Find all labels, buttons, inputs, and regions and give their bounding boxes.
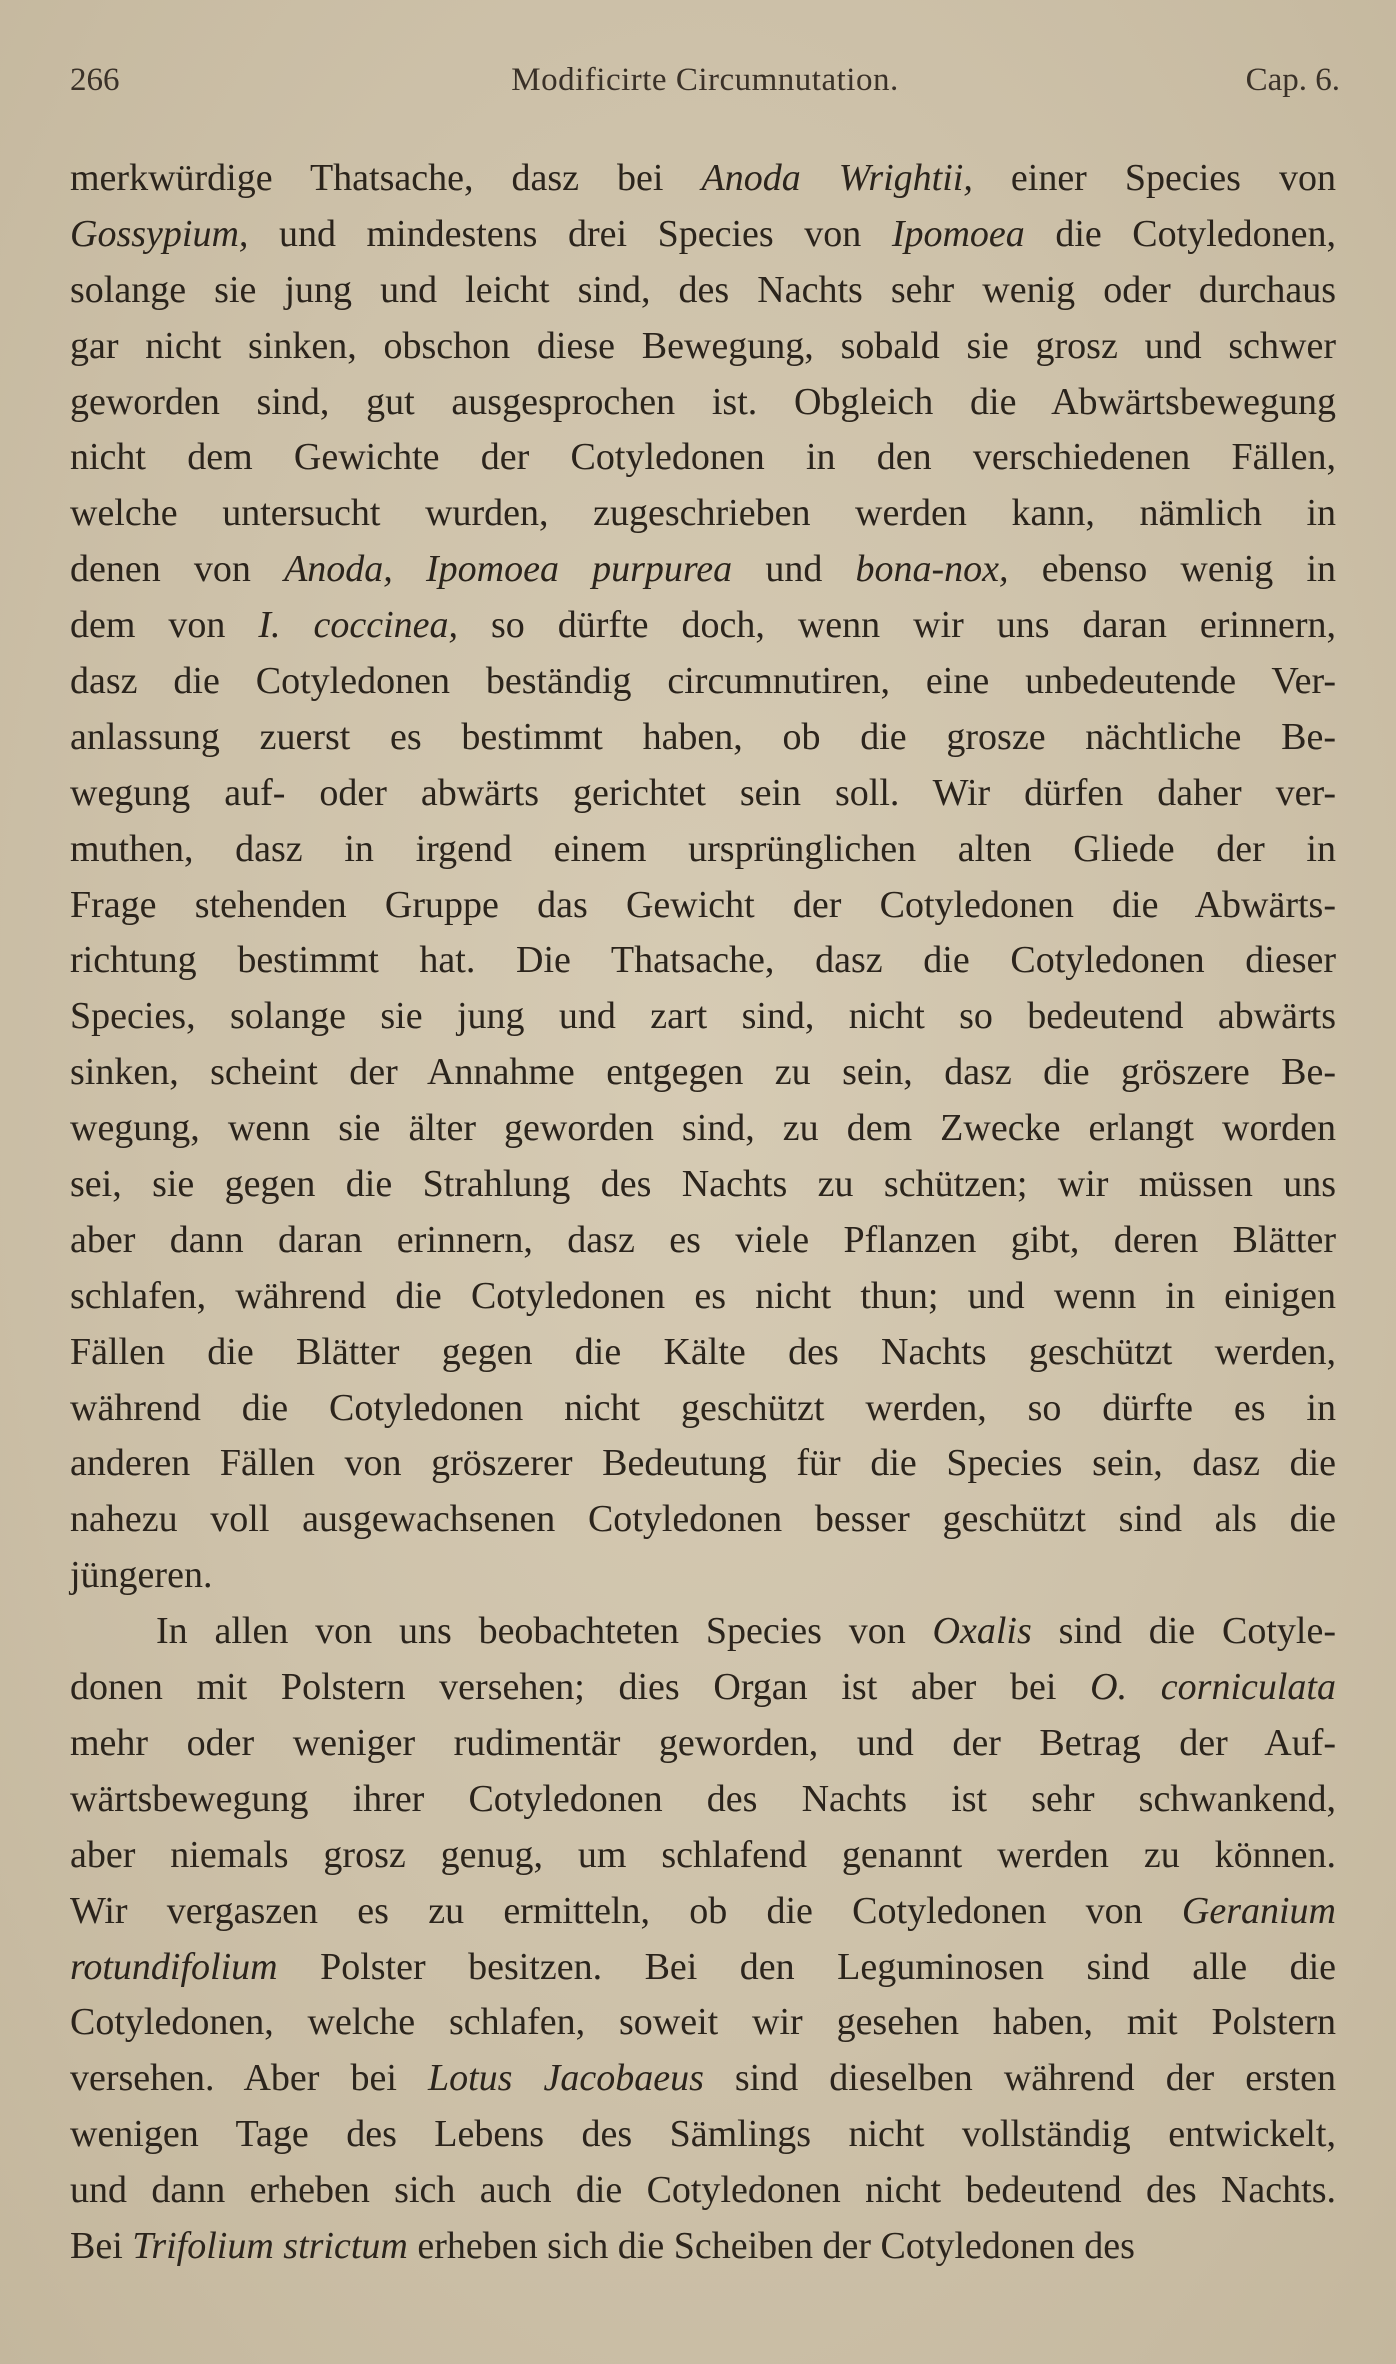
- italic-run: Trifolium strictum: [132, 2224, 408, 2267]
- body-text: [70, 151, 1336, 2275]
- text-run: sind dieselben während der ersten: [703, 2057, 1336, 2100]
- italic-run: rotundifolium: [70, 1945, 278, 1988]
- text-line: [70, 822, 1336, 878]
- text-run: sinken, scheint der Annahme entgegen zu sein, dasz die gröszere Be-: [70, 1051, 1336, 1094]
- text-line: [70, 1884, 1336, 1940]
- text-run: anderen Fällen von gröszerer Bedeutung für die Species sein, dasz die: [70, 1442, 1336, 1485]
- text-run: aber niemals grosz genug, um schlafend genannt werden zu können.: [70, 1833, 1336, 1876]
- text-line: [70, 1940, 1336, 1996]
- text-run: welche untersucht wurden, zugeschrieben werden kann, nämlich in: [70, 492, 1336, 535]
- text-line: [70, 151, 1336, 207]
- text-run: Polster besitzen. Bei den Leguminosen sind alle die: [277, 1945, 1336, 1988]
- text-run: Bei: [70, 2224, 133, 2267]
- text-run: aber dann daran erinnern, dasz es viele Pflanzen gibt, deren Blätter: [70, 1218, 1336, 1261]
- text-line: [70, 878, 1336, 934]
- text-line: [70, 2051, 1336, 2107]
- text-line: [70, 542, 1336, 598]
- text-run: denen von: [70, 548, 285, 591]
- text-line: [70, 1548, 1336, 1604]
- text-line: [70, 430, 1336, 486]
- text-line: [70, 654, 1336, 710]
- text-run: gar nicht sinken, obschon diese Bewegung, sobald sie grosz und schwer: [70, 324, 1336, 367]
- text-run: richtung bestimmt hat. Die Thatsache, dasz die Cotyledonen dieser: [70, 939, 1336, 982]
- text-line: [70, 1604, 1336, 1660]
- text-run: schlafen, während die Cotyledonen es nicht thun; und wenn in einigen: [70, 1274, 1336, 1317]
- text-line: [70, 1045, 1336, 1101]
- text-run: dem von: [70, 604, 259, 647]
- text-line: [70, 710, 1336, 766]
- text-run: die Cotyledonen,: [1024, 212, 1336, 255]
- text-line: [70, 1101, 1336, 1157]
- text-line: [70, 598, 1336, 654]
- text-run: während die Cotyledonen nicht geschützt werden, so dürfte es in: [70, 1386, 1336, 1429]
- text-run: wegung auf- oder abwärts gerichtet sein soll. Wir dürfen daher ver-: [70, 771, 1336, 814]
- italic-run: Geranium: [1181, 1889, 1336, 1932]
- text-run: dasz die Cotyledonen beständig circumnutiren, eine unbedeutende Ver-: [70, 660, 1336, 703]
- text-run: einer Species von: [972, 157, 1336, 199]
- text-line: [70, 375, 1336, 431]
- text-line: [70, 1269, 1336, 1325]
- text-run: geworden sind, gut ausgesprochen ist. Obgleich die Abwärtsbewegung: [70, 380, 1336, 423]
- chapter-label: Cap. 6.: [1245, 62, 1340, 98]
- italic-run: Gossypium,: [70, 212, 249, 255]
- italic-run: Oxalis: [932, 1610, 1032, 1653]
- text-run: und dann erheben sich auch die Cotyledonen nicht bedeutend des Nachts.: [70, 2169, 1336, 2212]
- text-run: donen mit Polstern versehen; dies Organ ist aber bei: [70, 1666, 1091, 1709]
- text-line: [70, 1213, 1336, 1269]
- text-run: wärtsbewegung ihrer Cotyledonen des Nachts ist sehr schwankend,: [70, 1777, 1336, 1820]
- text-line: [70, 1716, 1336, 1772]
- italic-run: Anoda Wrightii,: [701, 157, 973, 199]
- text-run: nahezu voll ausgewachsenen Cotyledonen besser geschützt sind als die: [70, 1498, 1336, 1541]
- text-run: anlassung zuerst es bestimmt haben, ob die grosze nächtliche Be-: [70, 715, 1336, 758]
- text-line: [70, 1381, 1336, 1437]
- text-run: wegung, wenn sie älter geworden sind, zu dem Zwecke erlangt worden: [70, 1107, 1336, 1150]
- text-line: [70, 989, 1336, 1045]
- text-run: ebenso wenig in: [1008, 548, 1337, 591]
- text-line: [70, 1828, 1336, 1884]
- italic-run: Lotus Jacobaeus: [427, 2057, 704, 2100]
- text-run: Species, solange sie jung und zart sind, nicht so bedeutend abwärts: [70, 995, 1336, 1038]
- text-run: und: [732, 548, 856, 591]
- text-line: [70, 263, 1336, 319]
- page-number: 266: [70, 62, 120, 98]
- italic-run: I. coccinea,: [258, 604, 459, 647]
- text-run: sei, sie gegen die Strahlung des Nachts zu schützen; wir müssen uns: [70, 1163, 1336, 1206]
- text-line: [70, 207, 1336, 263]
- text-run: nicht dem Gewichte der Cotyledonen in den verschiedenen Fällen,: [70, 436, 1336, 479]
- text-run: merkwürdige Thatsache, dasz bei: [70, 157, 702, 199]
- text-line: [70, 486, 1336, 542]
- text-run: Cotyledonen, welche schlafen, soweit wir gesehen haben, mit Polstern: [70, 2001, 1336, 2044]
- text-line: [70, 933, 1336, 989]
- text-line: [70, 2219, 1336, 2275]
- text-run: und mindestens drei Species von: [248, 212, 892, 255]
- text-run: sind die Cotyle-: [1031, 1610, 1336, 1653]
- text-line: [70, 1995, 1336, 2051]
- text-run: In allen von uns beobachteten Species von: [156, 1610, 933, 1653]
- italic-run: O. corniculata: [1090, 1666, 1336, 1709]
- text-run: so dürfte doch, wenn wir uns daran erinnern,: [458, 604, 1336, 647]
- text-run: versehen. Aber bei: [70, 2057, 428, 2100]
- italic-run: Anoda, Ipomoea purpurea: [284, 548, 733, 591]
- italic-run: bona-nox,: [855, 548, 1009, 591]
- text-run: wenigen Tage des Lebens des Sämlings nicht vollständig entwickelt,: [70, 2113, 1336, 2156]
- page-header: [70, 62, 1340, 106]
- text-run: mehr oder weniger rudimentär geworden, und der Betrag der Auf-: [70, 1721, 1336, 1764]
- text-line: [70, 1660, 1336, 1716]
- text-run: Frage stehenden Gruppe das Gewicht der Cotyledonen die Abwärts-: [70, 883, 1336, 926]
- text-line: [70, 1492, 1336, 1548]
- text-run: solange sie jung und leicht sind, des Nachts sehr wenig oder durchaus: [70, 268, 1336, 311]
- text-line: [70, 1772, 1336, 1828]
- text-line: [70, 2163, 1336, 2219]
- text-run: erheben sich die Scheiben der Cotyledonen des: [407, 2224, 1135, 2267]
- text-line: [70, 2107, 1336, 2163]
- text-run: Fällen die Blätter gegen die Kälte des Nachts geschützt werden,: [70, 1330, 1336, 1373]
- text-line: [70, 319, 1336, 375]
- text-run: jüngeren.: [70, 1554, 213, 1597]
- text-run: muthen, dasz in irgend einem ursprünglichen alten Gliede der in: [70, 827, 1336, 870]
- text-run: Wir vergaszen es zu ermitteln, ob die Cotyledonen von: [70, 1889, 1182, 1932]
- text-line: [70, 1436, 1336, 1492]
- running-title: Modificirte Circumnutation.: [511, 62, 899, 98]
- italic-run: Ipomoea: [891, 212, 1025, 255]
- text-line: [70, 1157, 1336, 1213]
- text-line: [70, 766, 1336, 822]
- text-line: [70, 1325, 1336, 1381]
